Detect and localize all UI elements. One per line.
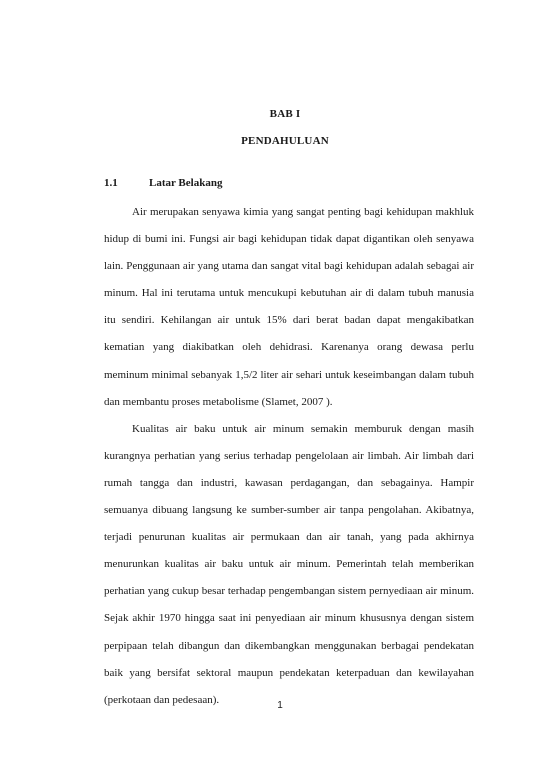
section-number: 1.1 <box>104 177 118 189</box>
section-heading <box>104 177 222 189</box>
chapter-number: BAB I <box>269 108 301 120</box>
body-text <box>104 199 474 714</box>
paragraph: Air merupakan senyawa kimia yang sangat penting bagi kehidupan makhluk hidup di bumi ini. Fungsi air bagi kehidupan tidak dapat digantikan oleh senyawa lain. Penggunaan air yang utama dan sangat vital bagi kehidupan adalah sebagai air minum. Hal ini terutama untuk mencukupi kebutuhan air di dalam tubuh manusia itu sendiri. Kehilangan air untuk 15% dari berat badan dapat mengakibatkan kematian yang diakibatkan oleh dehidrasi. Karenanya orang dewasa perlu meminum minimal sebanyak 1,5/2 liter air sehari untuk keseimbangan dalam tubuh dan membantu proses metabolisme (Slamet, 2007 ). <box>104 206 474 408</box>
page-number: 1 <box>277 700 283 711</box>
paragraph: Kualitas air baku untuk air minum semakin memburuk dengan masih kurangnya perhatian yang serius terhadap pengelolaan air limbah. Air limbah dari rumah tangga dan industri, kawasan perdagangan, dan sebagainya. Hampir semuanya dibuang langsung ke sumber-sumber air tanpa pengolahan. Akibatnya, terjadi penurunan kualitas air permukaan dan air tanah, yang pada akhirnya menurunkan kualitas air baku untuk air minum. Pemerintah telah memberikan perhatian yang cukup besar terhadap pengembangan sistem pernyediaan air minum. Sejak akhir 1970 hingga saat ini penyediaan air minum khususnya dengan sistem perpipaan telah dibangun dan dikembangkan menggunakan berbagai pendekatan baik yang bersifat sektoral maupun pendekatan keterpaduan dan kewilayahan (perkotaan dan pedesaan). <box>104 422 474 706</box>
section-title: Latar Belakang <box>149 177 223 189</box>
chapter-title: PENDAHULUAN <box>241 135 329 147</box>
